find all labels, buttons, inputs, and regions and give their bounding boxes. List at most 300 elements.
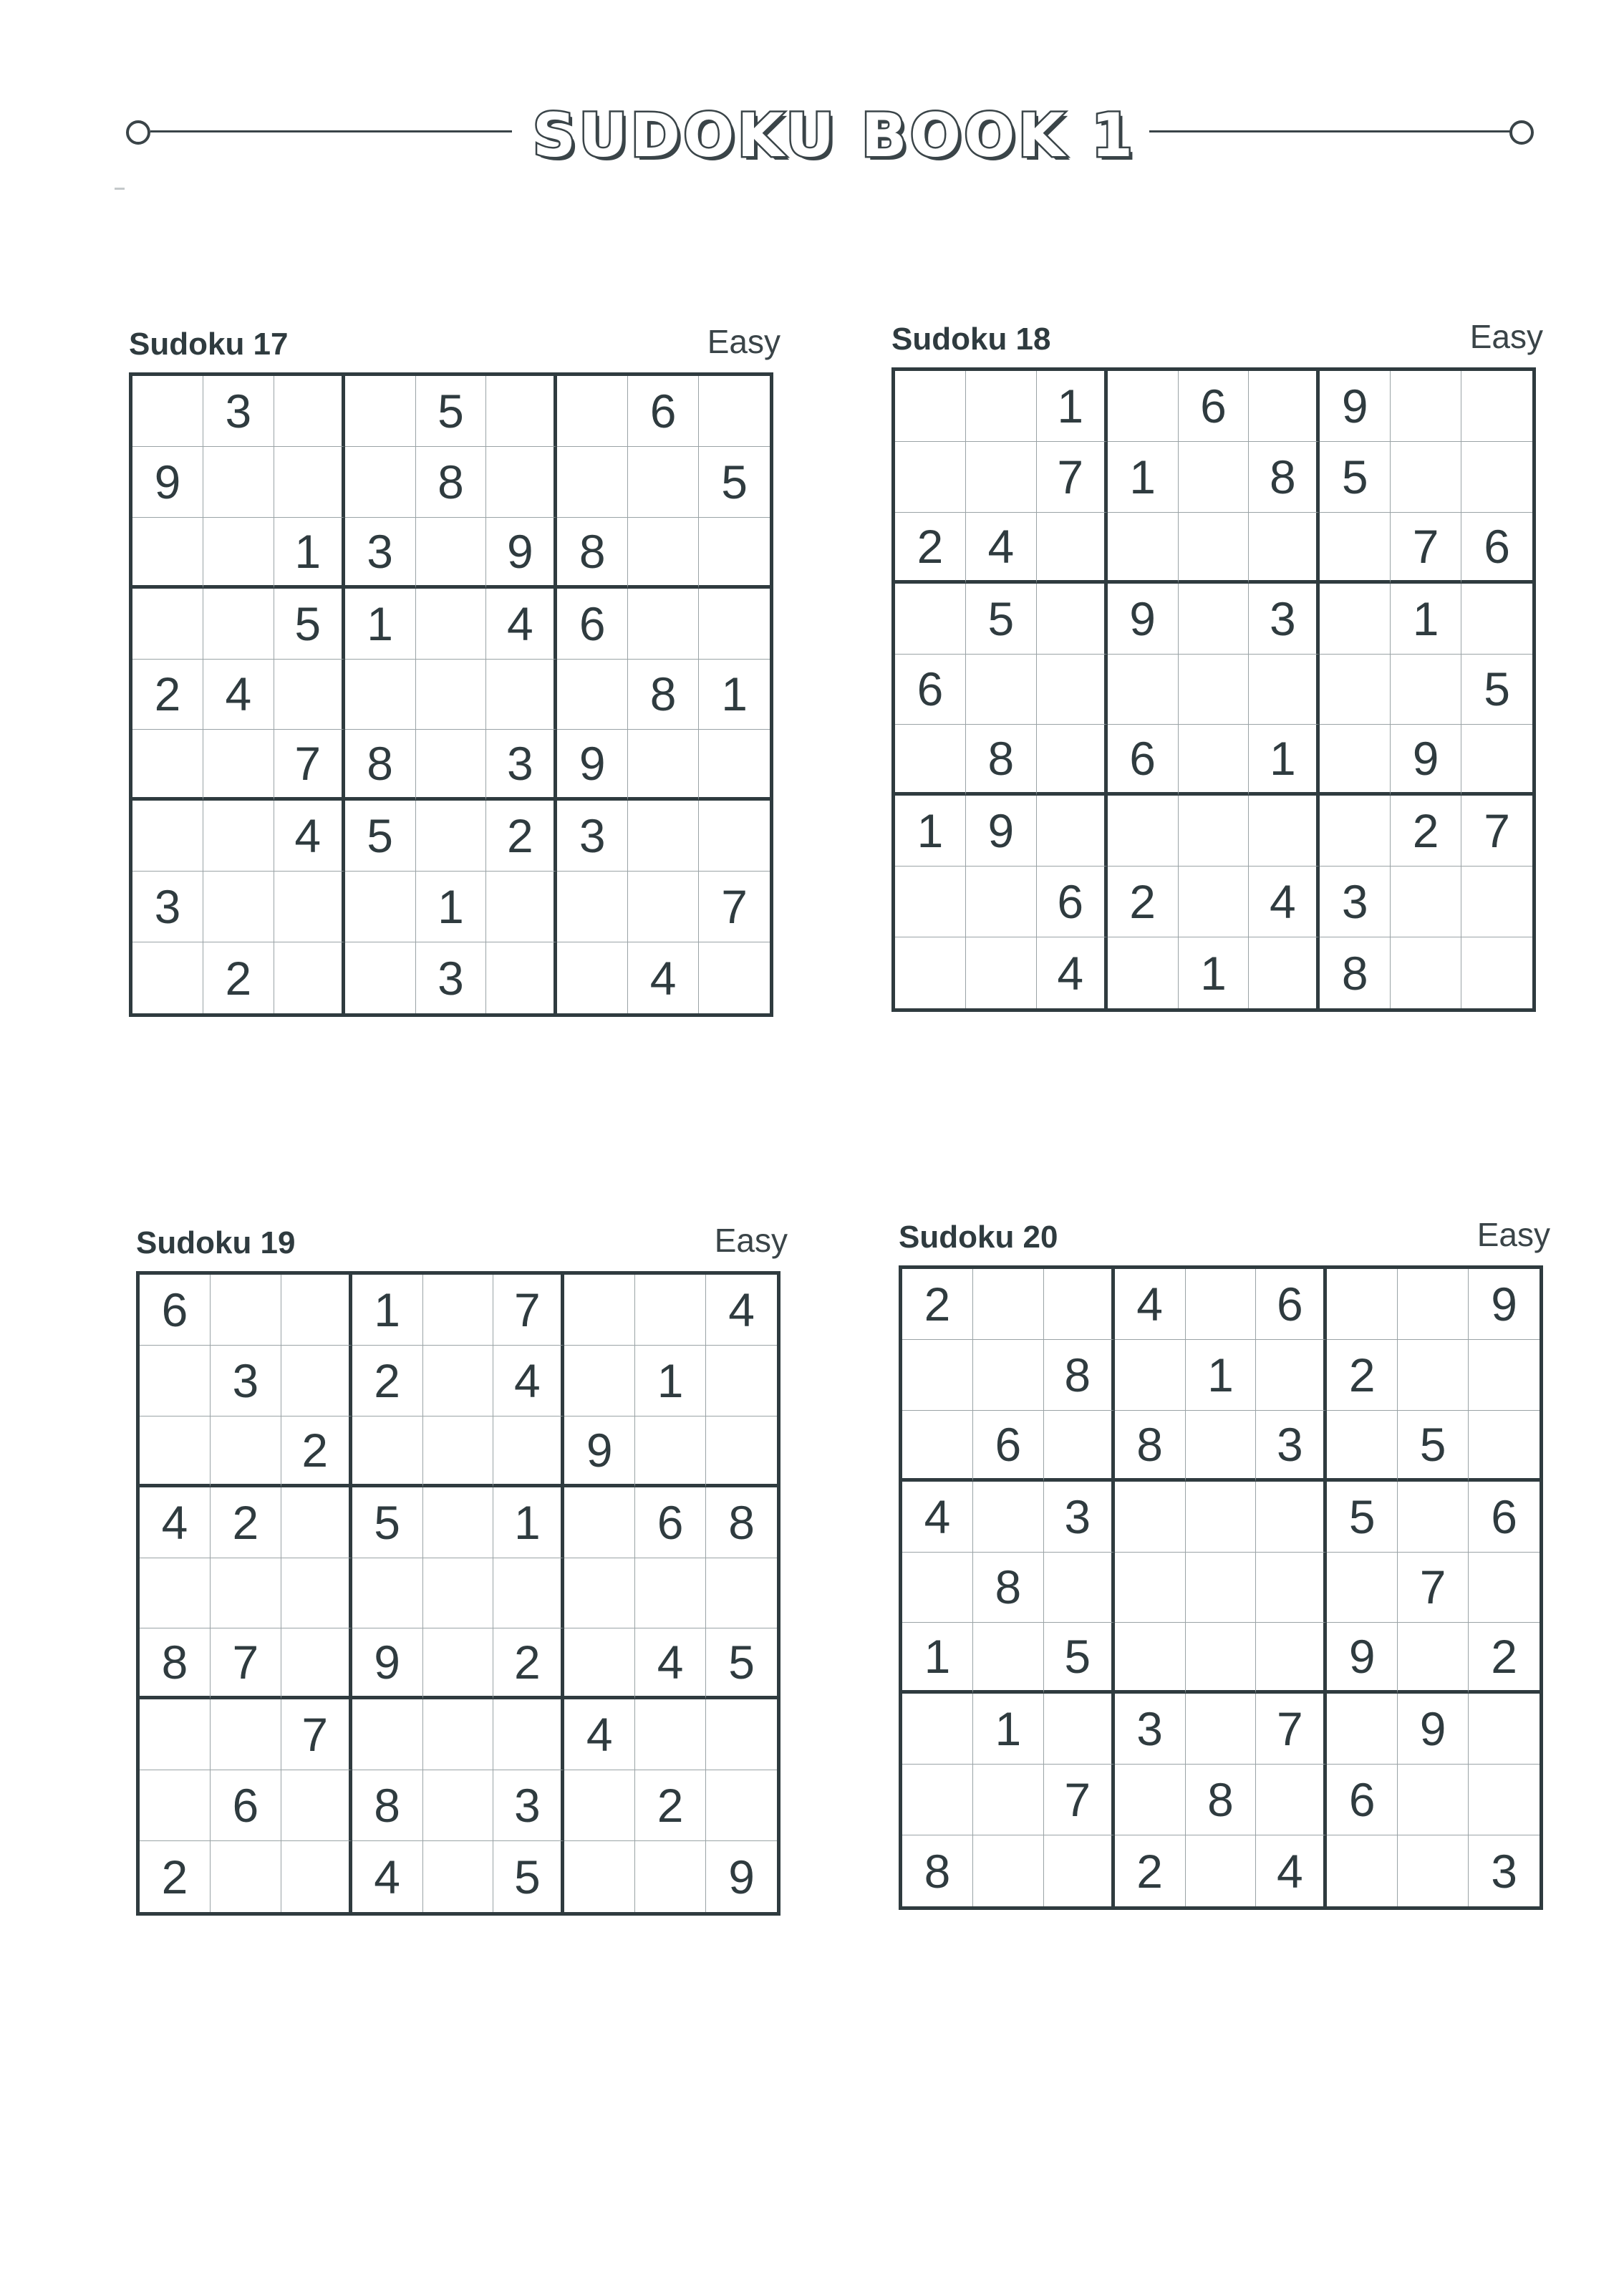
sudoku-cell: 8 [345, 730, 416, 801]
sudoku-grid [136, 1271, 780, 1916]
sudoku-cell: 6 [1108, 725, 1179, 796]
sudoku-cell [274, 447, 345, 518]
sudoku-cell: 9 [966, 796, 1037, 867]
sudoku-cell [1320, 796, 1391, 867]
sudoku-cell: 3 [1320, 867, 1391, 937]
sudoku-cell: 8 [352, 1770, 423, 1841]
sudoku-cell: 8 [1186, 1765, 1257, 1835]
sudoku-cell [1115, 1553, 1186, 1623]
sudoku-cell: 8 [557, 518, 628, 589]
header-rule-right [1149, 130, 1511, 132]
puzzle-header [899, 1215, 1550, 1265]
sudoku-cell [416, 589, 487, 660]
sudoku-cell [1179, 725, 1250, 796]
sudoku-grid [891, 367, 1536, 1012]
sudoku-cell: 4 [1256, 1835, 1327, 1906]
sudoku-cell: 6 [895, 655, 966, 725]
sudoku-cell [895, 371, 966, 442]
sudoku-cell [203, 447, 274, 518]
sudoku-cell [1186, 1623, 1257, 1694]
sudoku-cell: 9 [728, 1850, 755, 1903]
sudoku-cell: 2 [132, 660, 203, 730]
puzzle-header [136, 1221, 788, 1271]
sudoku-cell [699, 518, 770, 589]
sudoku-cell [423, 1770, 494, 1841]
sudoku-cell: 6 [557, 589, 628, 660]
sudoku-cell [564, 1346, 635, 1416]
sudoku-cell [1037, 513, 1108, 584]
sudoku-cell [281, 1841, 352, 1912]
sudoku-cell: 1 [635, 1346, 706, 1416]
sudoku-cell [211, 1558, 281, 1629]
sudoku-cell: 1 [1249, 725, 1320, 796]
sudoku-cell [699, 730, 770, 801]
sudoku-cell [895, 867, 966, 937]
sudoku-cell: 5 [1320, 442, 1391, 513]
sudoku-cell [1398, 1765, 1469, 1835]
sudoku-cell [211, 1416, 281, 1487]
sudoku-cell [423, 1558, 494, 1629]
sudoku-cell: 4 [635, 1628, 706, 1699]
sudoku-cell: 1 [1391, 584, 1461, 655]
sudoku-cell: 7 [1461, 796, 1532, 867]
sudoku-cell: 4 [1115, 1269, 1186, 1340]
sudoku-cell: 6 [635, 1487, 706, 1558]
sudoku-cell [274, 660, 345, 730]
sudoku-cell: 9 [1108, 584, 1179, 655]
sudoku-cell [1108, 371, 1179, 442]
sudoku-cell: 9 [486, 518, 557, 589]
sudoku-cell: 5 [345, 801, 416, 872]
sudoku-cell [635, 1841, 706, 1912]
puzzle-title: Sudoku 18 [891, 322, 1051, 357]
sudoku-cell: 3 [1256, 1411, 1327, 1482]
sudoku-cell [1037, 796, 1108, 867]
sudoku-cell [132, 589, 203, 660]
sudoku-cell [211, 1275, 281, 1346]
header-rule-right-end-dot [1509, 120, 1534, 145]
sudoku-cell: 2 [895, 513, 966, 584]
sudoku-cell: 9 [1469, 1269, 1540, 1340]
page-header [0, 0, 1624, 215]
sudoku-cell [1044, 1694, 1115, 1765]
sudoku-cell: 9 [1327, 1623, 1398, 1694]
sudoku-cell: 1 [493, 1487, 564, 1558]
sudoku-cell: 1 [352, 1275, 423, 1346]
sudoku-cell [140, 1558, 211, 1629]
sudoku-cell: 5 [274, 589, 345, 660]
sudoku-cell: 1 [274, 518, 345, 589]
sudoku-cell: 4 [486, 589, 557, 660]
sudoku-cell [1256, 1623, 1327, 1694]
sudoku-cell [973, 1623, 1044, 1694]
sudoku-cell: 8 [1115, 1411, 1186, 1482]
sudoku-cell [706, 1346, 777, 1416]
sudoku-cell [1249, 371, 1320, 442]
sudoku-cell [1320, 513, 1391, 584]
sudoku-cell: 1 [973, 1694, 1044, 1765]
sudoku-cell [1461, 371, 1532, 442]
book-title: SUDOKU BOOK 1 [532, 100, 1136, 170]
sudoku-cell [486, 376, 557, 447]
sudoku-cell: 3 [1044, 1482, 1115, 1553]
sudoku-cell [973, 1269, 1044, 1340]
sudoku-cell [1256, 1340, 1327, 1411]
puzzle-card-3 [136, 1221, 788, 1916]
sudoku-cell [1186, 1553, 1257, 1623]
sudoku-cell: 2 [1115, 1835, 1186, 1906]
sudoku-cell [1037, 584, 1108, 655]
sudoku-cell [557, 447, 628, 518]
sudoku-cell [345, 376, 416, 447]
sudoku-cell: 7 [1398, 1553, 1469, 1623]
sudoku-cell [1044, 1553, 1115, 1623]
sudoku-cell [902, 1340, 973, 1411]
sudoku-cell [1179, 796, 1250, 867]
sudoku-cell [628, 518, 699, 589]
sudoku-cell: 8 [416, 447, 487, 518]
sudoku-cell [895, 584, 966, 655]
sudoku-cell: 4 [966, 513, 1037, 584]
sudoku-cell: 7 [211, 1628, 281, 1699]
sudoku-cell [203, 801, 274, 872]
sudoku-cell [635, 1416, 706, 1487]
sudoku-cell [1186, 1269, 1257, 1340]
sudoku-cell [1391, 867, 1461, 937]
sudoku-cell [699, 376, 770, 447]
sudoku-cell: 4 [1249, 867, 1320, 937]
sudoku-cell [635, 1699, 706, 1770]
sudoku-cell [699, 801, 770, 872]
sudoku-cell [564, 1275, 635, 1346]
sudoku-cell [493, 1558, 564, 1629]
sudoku-cell [1327, 1835, 1398, 1906]
sudoku-cell [1391, 371, 1461, 442]
sudoku-cell [423, 1275, 494, 1346]
sudoku-cell: 9 [557, 730, 628, 801]
sudoku-cell: 5 [699, 447, 770, 518]
sudoku-cell: 6 [140, 1275, 211, 1346]
sudoku-cell [706, 1770, 777, 1841]
sudoku-cell: 6 [1461, 513, 1532, 584]
sudoku-cell [281, 1628, 352, 1699]
sudoku-cell: 6 [211, 1770, 281, 1841]
sudoku-cell [1461, 937, 1532, 1008]
sudoku-cell [1469, 1411, 1540, 1482]
sudoku-cell [1186, 1482, 1257, 1553]
sudoku-cell [699, 942, 770, 1013]
sudoku-cell [706, 1558, 777, 1629]
puzzle-title: Sudoku 20 [899, 1220, 1058, 1255]
sudoku-cell [635, 1558, 706, 1629]
sudoku-cell [1469, 1765, 1540, 1835]
sudoku-cell [557, 376, 628, 447]
sudoku-cell: 6 [1469, 1482, 1540, 1553]
sudoku-cell [281, 1346, 352, 1416]
sudoku-cell [557, 660, 628, 730]
sudoku-cell: 7 [274, 730, 345, 801]
sudoku-cell: 3 [493, 1770, 564, 1841]
sudoku-cell [1398, 1269, 1469, 1340]
sudoku-cell [1461, 442, 1532, 513]
sudoku-cell [1320, 655, 1391, 725]
sudoku-cell [902, 1553, 973, 1623]
sudoku-cell [1249, 937, 1320, 1008]
sudoku-cell [274, 872, 345, 942]
sudoku-cell: 8 [1044, 1340, 1115, 1411]
sudoku-cell [281, 1770, 352, 1841]
sudoku-cell: 7 [1256, 1694, 1327, 1765]
sudoku-cell [966, 937, 1037, 1008]
sudoku-cell [132, 518, 203, 589]
sudoku-cell [1115, 1623, 1186, 1694]
sudoku-cell [1256, 1482, 1327, 1553]
sudoku-cell [1179, 867, 1250, 937]
sudoku-cell [1044, 1269, 1115, 1340]
sudoku-cell: 5 [1044, 1623, 1115, 1694]
sudoku-cell: 3 [1115, 1694, 1186, 1765]
sudoku-cell [1256, 1553, 1327, 1623]
sudoku-cell: 3 [132, 872, 203, 942]
sudoku-cell: 2 [493, 1628, 564, 1699]
sudoku-cell: 9 [564, 1416, 635, 1487]
sudoku-cell [1398, 1482, 1469, 1553]
sudoku-cell [1037, 725, 1108, 796]
sudoku-cell: 8 [140, 1628, 211, 1699]
sudoku-cell [203, 730, 274, 801]
sudoku-cell [628, 589, 699, 660]
sudoku-cell [1037, 655, 1108, 725]
sudoku-cell [345, 942, 416, 1013]
sudoku-cell [973, 1340, 1044, 1411]
sudoku-cell [1108, 655, 1179, 725]
puzzle-difficulty: Easy [714, 1222, 788, 1259]
sudoku-cell: 4 [564, 1699, 635, 1770]
sudoku-cell [1327, 1694, 1398, 1765]
sudoku-cell: 1 [699, 660, 770, 730]
sudoku-cell [1186, 1411, 1257, 1482]
sudoku-cell: 3 [486, 730, 557, 801]
sudoku-cell [966, 867, 1037, 937]
sudoku-cell [416, 801, 487, 872]
sudoku-cell: 4 [902, 1482, 973, 1553]
sudoku-cell [211, 1841, 281, 1912]
sudoku-cell [274, 376, 345, 447]
sudoku-cell [423, 1487, 494, 1558]
sudoku-cell [486, 447, 557, 518]
sudoku-cell: 8 [902, 1835, 973, 1906]
sudoku-cell: 3 [211, 1346, 281, 1416]
puzzle-difficulty: Easy [1476, 1216, 1550, 1253]
puzzle-title: Sudoku 17 [129, 327, 289, 362]
puzzle-header [891, 317, 1543, 367]
sudoku-cell: 2 [352, 1346, 423, 1416]
sudoku-cell: 4 [203, 660, 274, 730]
sudoku-cell: 9 [132, 447, 203, 518]
sudoku-cell [132, 801, 203, 872]
sudoku-cell: 6 [973, 1411, 1044, 1482]
sudoku-cell: 6 [1256, 1269, 1327, 1340]
sudoku-cell [1469, 1694, 1540, 1765]
sudoku-cell: 5 [1461, 655, 1532, 725]
sudoku-cell: 4 [1037, 937, 1108, 1008]
sudoku-cell [1179, 513, 1250, 584]
sudoku-cell: 2 [1391, 796, 1461, 867]
sudoku-cell [203, 872, 274, 942]
sudoku-cell: 2 [140, 1841, 211, 1912]
sudoku-cell: 1 [1186, 1340, 1257, 1411]
sudoku-cell [1179, 442, 1250, 513]
sudoku-cell [1327, 1269, 1398, 1340]
sudoku-cell: 5 [706, 1628, 777, 1699]
sudoku-grid [899, 1265, 1543, 1910]
sudoku-cell: 1 [1108, 442, 1179, 513]
sudoku-cell: 6 [1327, 1765, 1398, 1835]
sudoku-cell [352, 1558, 423, 1629]
sudoku-cell [902, 1694, 973, 1765]
sudoku-cell: 2 [635, 1770, 706, 1841]
sudoku-cell [416, 660, 487, 730]
sudoku-cell: 7 [1037, 442, 1108, 513]
sudoku-cell: 5 [966, 584, 1037, 655]
sudoku-cell [966, 442, 1037, 513]
sudoku-cell [281, 1558, 352, 1629]
sudoku-cell [1398, 1340, 1469, 1411]
sudoku-cell: 3 [203, 376, 274, 447]
sudoku-cell [140, 1346, 211, 1416]
sudoku-cell: 2 [1327, 1340, 1398, 1411]
sudoku-cell: 7 [281, 1699, 352, 1770]
sudoku-cell [1469, 1340, 1540, 1411]
sudoku-cell [132, 730, 203, 801]
sudoku-cell [699, 589, 770, 660]
sudoku-cell [1391, 442, 1461, 513]
sudoku-cell: 5 [493, 1841, 564, 1912]
sudoku-cell [1186, 1694, 1257, 1765]
sudoku-cell: 7 [1391, 513, 1461, 584]
sudoku-cell [966, 655, 1037, 725]
sudoku-cell [1391, 655, 1461, 725]
sudoku-cell [140, 1416, 211, 1487]
sudoku-cell: 1 [345, 589, 416, 660]
sudoku-cell [973, 1482, 1044, 1553]
sudoku-cell: 6 [1179, 371, 1250, 442]
sudoku-cell [1391, 937, 1461, 1008]
sudoku-cell [1461, 725, 1532, 796]
sudoku-cell: 2 [486, 801, 557, 872]
sudoku-cell: 7 [699, 872, 770, 942]
sudoku-cell [352, 1416, 423, 1487]
sudoku-cell: 7 [493, 1275, 564, 1346]
sudoku-cell [628, 801, 699, 872]
puzzle-card-4 [899, 1215, 1550, 1910]
sudoku-cell [281, 1487, 352, 1558]
sudoku-cell: 5 [1327, 1482, 1398, 1553]
sudoku-cell [1461, 867, 1532, 937]
sudoku-cell [274, 942, 345, 1013]
sudoku-cell [1398, 1835, 1469, 1906]
sudoku-cell: 7 [1044, 1765, 1115, 1835]
sudoku-cell [1108, 937, 1179, 1008]
sudoku-cell [1044, 1411, 1115, 1482]
sudoku-cell [564, 1487, 635, 1558]
sudoku-cell: 2 [902, 1269, 973, 1340]
sudoku-cell [1249, 513, 1320, 584]
sudoku-cell [203, 518, 274, 589]
sudoku-cell: 1 [895, 796, 966, 867]
sudoku-cell: 4 [140, 1487, 211, 1558]
sudoku-cell [1249, 655, 1320, 725]
sudoku-cell [557, 942, 628, 1013]
sudoku-cell [1179, 655, 1250, 725]
sudoku-cell [973, 1765, 1044, 1835]
sudoku-cell: 4 [706, 1275, 777, 1346]
sudoku-cell [1320, 584, 1391, 655]
sudoku-cell [564, 1558, 635, 1629]
sudoku-cell [895, 725, 966, 796]
sudoku-cell [1327, 1411, 1398, 1482]
sudoku-cell [1398, 1623, 1469, 1694]
sudoku-cell [895, 442, 966, 513]
sudoku-cell: 9 [1320, 371, 1391, 442]
sudoku-cell: 5 [1398, 1411, 1469, 1482]
header-rule-left-end-dot [126, 120, 150, 145]
sudoku-cell: 8 [1249, 442, 1320, 513]
puzzle-header [129, 322, 780, 372]
sudoku-cell [628, 447, 699, 518]
sudoku-cell: 6 [1037, 867, 1108, 937]
sudoku-cell: 3 [345, 518, 416, 589]
sudoku-cell [1115, 1482, 1186, 1553]
sudoku-cell: 1 [1037, 371, 1108, 442]
sudoku-cell [493, 1699, 564, 1770]
sudoku-cell: 1 [416, 872, 487, 942]
print-mark [115, 188, 125, 190]
sudoku-cell [140, 1770, 211, 1841]
sudoku-cell [1249, 796, 1320, 867]
sudoku-cell [1186, 1835, 1257, 1906]
sudoku-cell [1327, 1553, 1398, 1623]
sudoku-cell [1108, 513, 1179, 584]
sudoku-cell: 2 [203, 942, 274, 1013]
sudoku-cell: 8 [1320, 937, 1391, 1008]
sudoku-cell [345, 660, 416, 730]
sudoku-cell: 5 [416, 376, 487, 447]
sudoku-cell [203, 589, 274, 660]
puzzle-card-1 [129, 322, 780, 1017]
sudoku-cell [423, 1346, 494, 1416]
sudoku-cell [486, 660, 557, 730]
sudoku-cell: 2 [211, 1487, 281, 1558]
sudoku-cell: 1 [902, 1623, 973, 1694]
sudoku-cell: 2 [1108, 867, 1179, 937]
sudoku-cell [1469, 1553, 1540, 1623]
sudoku-cell [416, 518, 487, 589]
sudoku-cell [564, 1770, 635, 1841]
sudoku-cell [1179, 584, 1250, 655]
sudoku-cell [1115, 1340, 1186, 1411]
sudoku-cell [557, 872, 628, 942]
sudoku-cell: 8 [628, 660, 699, 730]
sudoku-cell [493, 1416, 564, 1487]
sudoku-cell [902, 1411, 973, 1482]
sudoku-cell [345, 447, 416, 518]
puzzle-title: Sudoku 19 [136, 1225, 296, 1260]
sudoku-cell: 9 [1391, 725, 1461, 796]
sudoku-cell [895, 937, 966, 1008]
sudoku-cell: 3 [416, 942, 487, 1013]
sudoku-cell: 4 [274, 801, 345, 872]
